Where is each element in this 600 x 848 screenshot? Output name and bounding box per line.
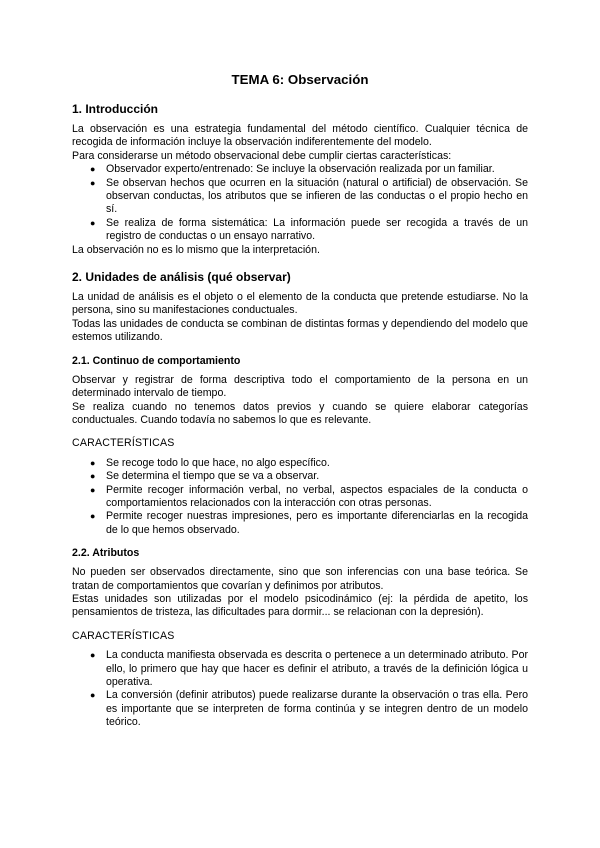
section-heading-introduccion: 1. Introducción: [72, 102, 159, 116]
bullet-list: [72, 457, 528, 537]
paragraph: La observación no es lo mismo que la interpretación.: [72, 243, 320, 256]
subsection-heading-continuo: 2.1. Continuo de comportamiento: [72, 354, 241, 367]
list-item: ● Se recoge todo lo que hace, no algo específico.: [90, 456, 330, 469]
bullet-icon: ●: [90, 650, 96, 661]
paragraph: La unidad de análisis es el objeto o el elemento de la conducta que pretende estudiarse. No la persona, sino su manifestaciones conductuales.: [72, 291, 528, 317]
caps-label: CARACTERÍSTICAS: [72, 629, 175, 642]
paragraph: Observar y registrar de forma descriptiva todo el comportamiento de la persona en un determinado intervalo de tiempo.: [72, 373, 528, 400]
list-item: ● Observador experto/entrenado: Se incluye la observación realizada por un familiar.: [90, 163, 495, 176]
list-item: ● La conversión (definir atributos) puede realizarse durante la observación o tras ella. Pero es importante que se interpreten de forma continúa y se integren dentro de un modelo teórico.: [90, 689, 528, 729]
section-heading-unidades-de-analisis: 2. Unidades de análisis (qué observar): [72, 270, 291, 285]
document-page: [72, 72, 528, 730]
bullet-list: [72, 163, 528, 243]
bullet-icon: ●: [90, 690, 96, 701]
list-item: ● Permite recoger nuestras impresiones, pero es importante diferenciarlas en la recogida de lo que hemos observado.: [90, 510, 528, 536]
bullet-icon: ●: [90, 484, 96, 495]
document-title: TEMA 6: Observación: [231, 72, 369, 87]
list-item: ● Se determina el tiempo que se va a observar.: [90, 470, 320, 483]
list-item: ● Se observan hechos que ocurren en la situación (natural o artificial) de observación. Se observan conductas, los atributos que se infieren de las conductas o el propio hecho en sí.: [90, 176, 528, 216]
paragraph: Todas las unidades de conducta se combinan de distintas formas y dependiendo del modelo que estemos utilizando.: [72, 317, 528, 344]
list-item: ● La conducta manifiesta observada es descrita o pertenece a un determinado atributo. Por ello, lo primero que hay que hacer es definir el atributo, a través de la definición lógica u operativa.: [90, 649, 528, 688]
paragraph: Para considerarse un método observacional debe cumplir ciertas características:: [72, 149, 452, 162]
bullet-icon: ●: [90, 217, 96, 228]
list-item: ● Se realiza de forma sistemática: La información puede ser recogida a través de un registro de conductas o un ensayo narrativo.: [90, 216, 528, 243]
bullet-icon: ●: [90, 471, 96, 482]
bullet-icon: ●: [90, 457, 96, 468]
paragraph: La observación es una estrategia fundamental del método científico. Cualquier técnica de recogida de información incluye la observación indiferentemente del modelo.: [72, 123, 528, 149]
subsection-heading-atributos: 2.2. Atributos: [72, 547, 140, 560]
bullet-icon: ●: [90, 511, 96, 522]
caps-label: CARACTERÍSTICAS: [72, 437, 175, 450]
paragraph: No pueden ser observados directamente, sino que son inferencias con una base teórica. Se tratan de comportamientos que covarían y definimos por atributos.: [72, 566, 528, 592]
paragraph: Estas unidades son utilizadas por el modelo psicodinámico (ej: la pérdida de apetito, los pensamientos de tristeza, las dificultades para dormir... se relacionan con la depresión).: [72, 592, 528, 619]
bullet-icon: ●: [90, 164, 96, 175]
list-item: ● Permite recoger información verbal, no verbal, aspectos espaciales de la conducta o comportamientos relacionados con la interacción con otras personas.: [90, 483, 528, 509]
paragraph: Se realiza cuando no tenemos datos previos y cuando se quiere elaborar categorías conductuales. Cuando todavía no sabemos lo que es relevante.: [72, 400, 528, 426]
bullet-list: [72, 649, 528, 729]
bullet-icon: ●: [90, 177, 96, 188]
